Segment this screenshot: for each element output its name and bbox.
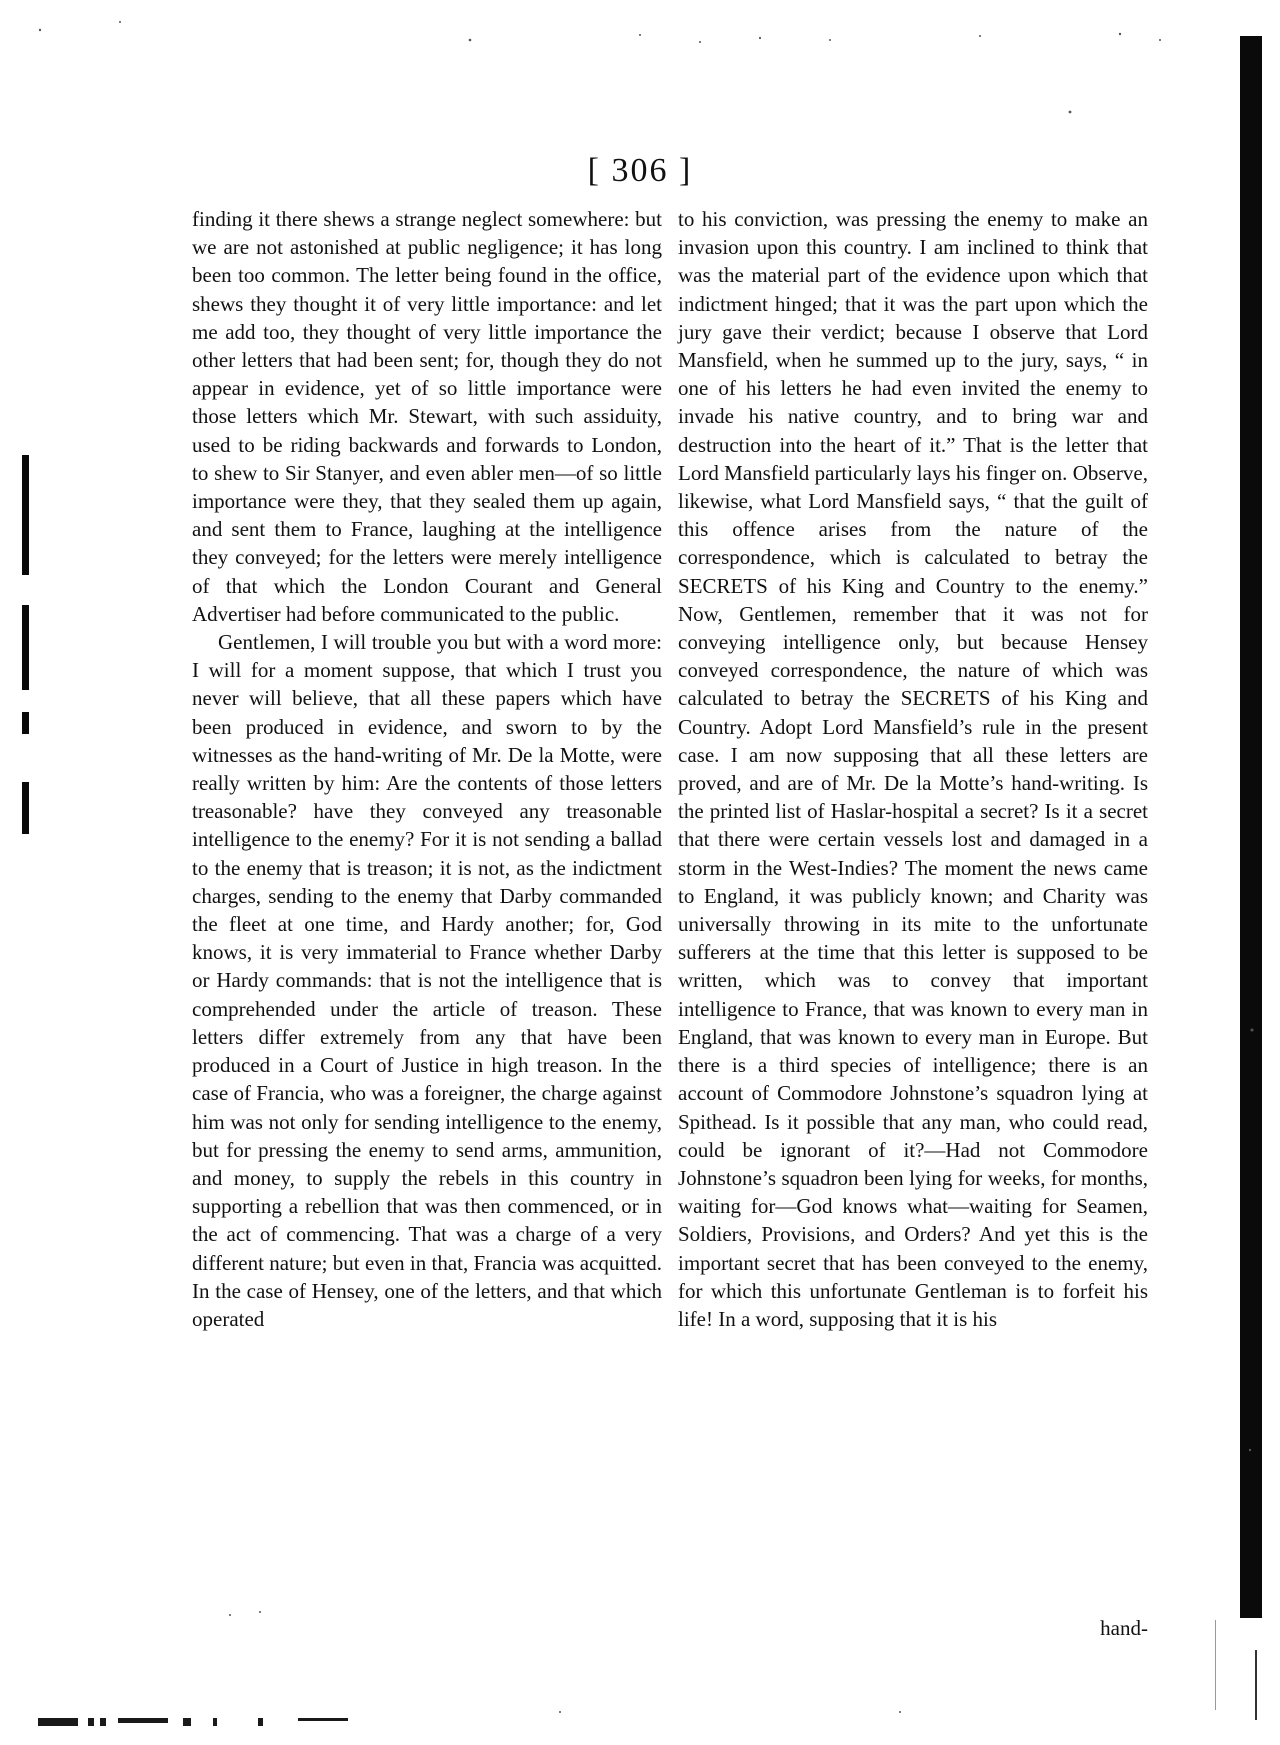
- scan-edge-mark-left: [22, 455, 29, 575]
- page-number: [ 306 ]: [587, 152, 693, 189]
- scan-edge-mark-left: [22, 605, 29, 690]
- paragraph: to his conviction, was pressing the enemy to make an invasion upon this country. I am inclined to think that was the material part of the evidence upon which that indictment hinged; that it was the part upon which the jury gave their verdict; because I observe that Lord Mansfield, when he summed up to the jury, says, “ in one of his letters he had even invited the enemy to invade his native country, and to bring war and destruction into the heart of it.” That is the letter that Lord Mansfield particularly lays his finger on. Observe, likewise, what Lord Mansfield says, “ that the guilt of this offence arises from the nature of the correspondence, which is calculated to betray the SECRETS of his King and Country to the enemy.” Now, Gentlemen, remember that it was not for conveying intelligence only, but because Hensey conveyed correspondence, the nature of which was calculated to betray the SECRETS of his King and Country. Adopt Lord Mansfield’s rule in the present case. I am now supposing that all these letters are proved, and are of Mr. De la Motte’s hand-writing. Is the printed list of Haslar-hospital a secret? Is it a secret that there were certain vessels lost and damaged in a storm in the West-Indies? The moment the news came to England, it was publicly known; and Charity was universally throwing in its mite to the unfortunate sufferers at the time that this letter is supposed to be written, which was to convey that important intelligence to France, that was known to every man in England, that was known to every man in Europe. But there is a third species of intelligence; there is an account of Commodore Johnstone’s squadron lying at Spithead. Is it possible that any man, who could read, could be ignorant of it?—Had not Commodore Johnstone’s squadron been lying for weeks, for months, waiting for—God knows what—waiting for Seamen, Soldiers, Provisions, and Orders? And yet this is the important secret that has been conveyed to the enemy, for which this unfortunate Gentleman is to forfeit his life! In a word, supposing that it is his: [678, 207, 1148, 1331]
- paragraph: Gentlemen, I will trouble you but with a word more: I will for a moment suppose, that which I trust you never will believe, that all these papers which have been produced in evidence, and sworn to by the witnesses as the hand-writing of Mr. De la Motte, were really written by him: Are the contents of those letters treasonable? have they conveyed any treasonable intelligence to the enemy? For it is not sending a ballad to the enemy that is treason; it is not, as the indictment charges, sending to the enemy that Darby commanded the fleet at one time, and Hardy another; for, God knows, it is very immaterial to France whether Darby or Hardy commands: that is not the intelligence that is comprehended under the article of treason. These letters differ extremely from any that have been produced in a Court of Justice in high treason. In the case of Francia, who was a foreigner, the charge against him was not only for sending intelligence to the enemy, but for pressing the enemy to send arms, ammunition, and money, to supply the rebels in this country in supporting a rebellion that was then commenced, or in the act of commencing. That was a charge of a very different nature; but even in that, Francia was acquitted. In the case of Hensey, one of the letters, and that which operated: [192, 630, 662, 1331]
- catchword: hand-: [1100, 1616, 1148, 1640]
- right-column: [678, 205, 1148, 1333]
- paragraph: finding it there shews a strange neglect somewhere: but we are not astonished at public negligence; it has long been too common. The letter being found in the office, shews they thought it of very little importance: and let me add too, they thought of very little importance the other letters that had been sent; for, though they do not appear in evidence, yet of so little importance were those letters which Mr. Stewart, with such assiduity, used to be riding backwards and forwards to London, to shew to Sir Stanyer, and even abler men—of so little importance were they, that they sealed them up again, and sent them to France, laughing at the intelligence they conveyed; for the letters were merely intelligence of that which the London Courant and General Advertiser had before communicated to the public.: [192, 207, 662, 626]
- scan-edge-mark-left: [22, 782, 29, 834]
- scan-edge-mark-left: [22, 712, 29, 734]
- left-column: [192, 205, 662, 1333]
- scan-edge-shadow-right: [1240, 36, 1262, 1618]
- scan-footer-marks: [38, 1718, 358, 1726]
